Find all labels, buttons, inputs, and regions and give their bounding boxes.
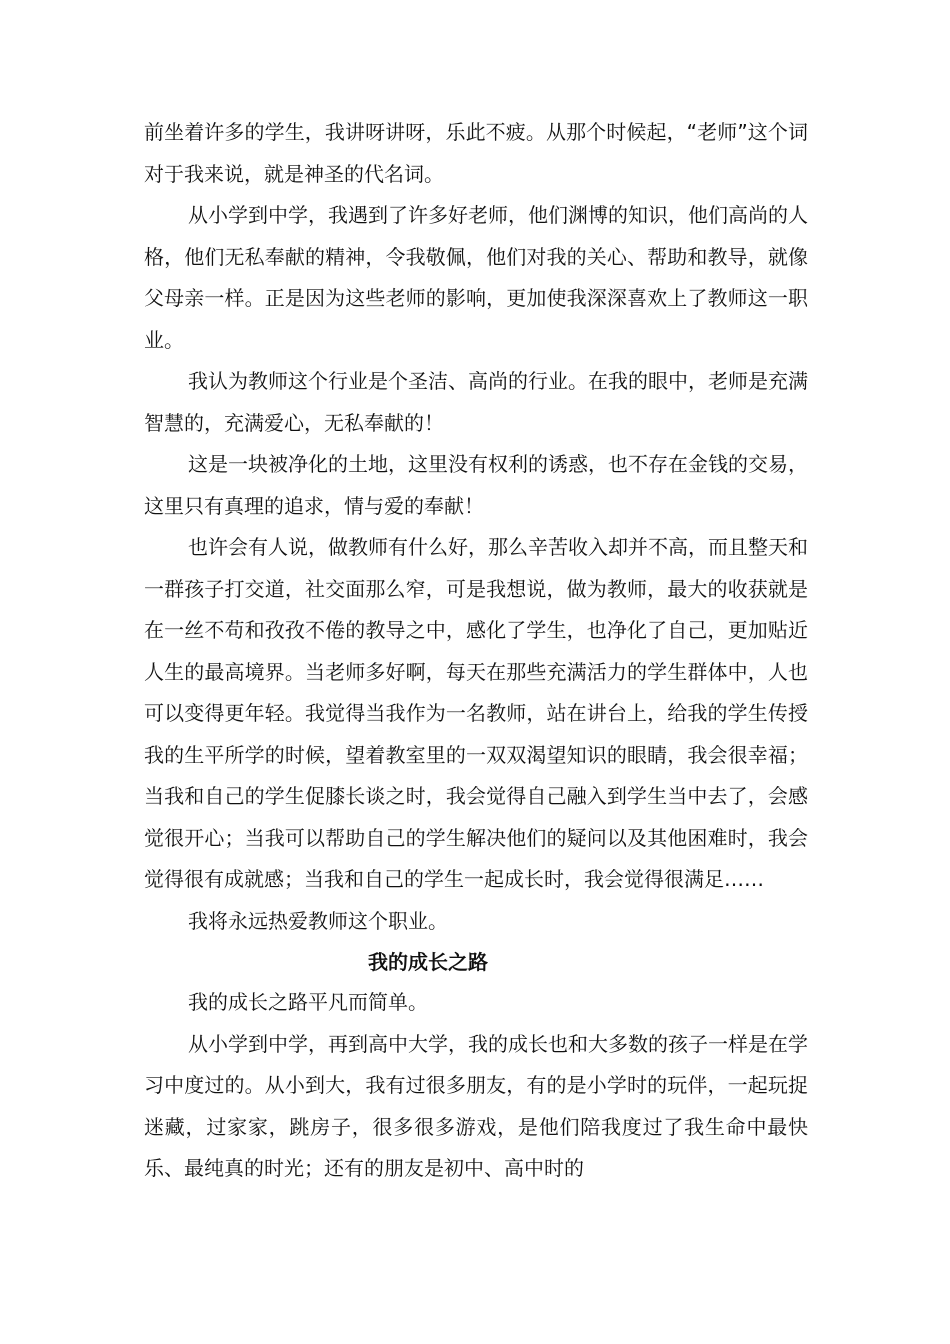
paragraph-8: 从小学到中学，再到高中大学，我的成长也和大多数的孩子一样是在学习中度过的。从小到大，我有过很多朋友，有的是小学时的玩伴，一起玩捉迷藏，过家家，跳房子，很多很多游戏，是他们陪我度过了我生命中最快乐、最纯真的时光；还有的朋友是初中、高中时的 [144,1031,808,1180]
document-page [144,112,808,1190]
paragraph-3: 我认为教师这个行业是个圣洁、高尚的行业。在我的眼中，老师是充满智慧的，充满爱心，无私奉献的！ [144,369,808,435]
paragraph-7: 我的成长之路平凡而简单。 [188,990,428,1014]
paragraph-6: 我将永远热爱教师这个职业。 [188,908,448,933]
section-title: 我的成长之路 [368,950,488,974]
paragraph-2: 从小学到中学，我遇到了许多好老师，他们渊博的知识，他们高尚的人格，他们无私奉献的精神，令我敬佩，他们对我的关心、帮助和教导，就像父母亲一样。正是因为这些老师的影响，更加使我深深喜欢上了教师这一职业。 [144,203,808,352]
paragraph-5: 也许会有人说，做教师有什么好，那么辛苦收入却并不高，而且整天和一群孩子打交道，社交面那么窄，可是我想说，做为教师，最大的收获就是在一丝不苟和孜孜不倦的教导之中，感化了学生，也净化了自己，更加贴近人生的最高境界。当老师多好啊，每天在那些充满活力的学生群体中，人也可以变得更年轻。我觉得当我作为一名教师，站在讲台上，给我的学生传授我的生平所学的时候，望着教室里的一双双渴望知识的眼睛，我会很幸福；当我和自己的学生促膝长谈之时，我会觉得自己融入到学生当中去了，会感觉很开心；当我可以帮助自己的学生解决他们的疑问以及其他困难时，我会觉得很有成就感；当我和自己的学生一起成长时，我会觉得很满足…… [144,535,808,891]
paragraph-4: 这是一块被净化的土地，这里没有权利的诱惑，也不存在金钱的交易，这里只有真理的追求，情与爱的奉献！ [144,452,808,518]
paragraph-1: 前坐着许多的学生，我讲呀讲呀，乐此不疲。从那个时候起，“老师”这个词对于我来说，就是神圣的代名词。 [144,120,808,186]
